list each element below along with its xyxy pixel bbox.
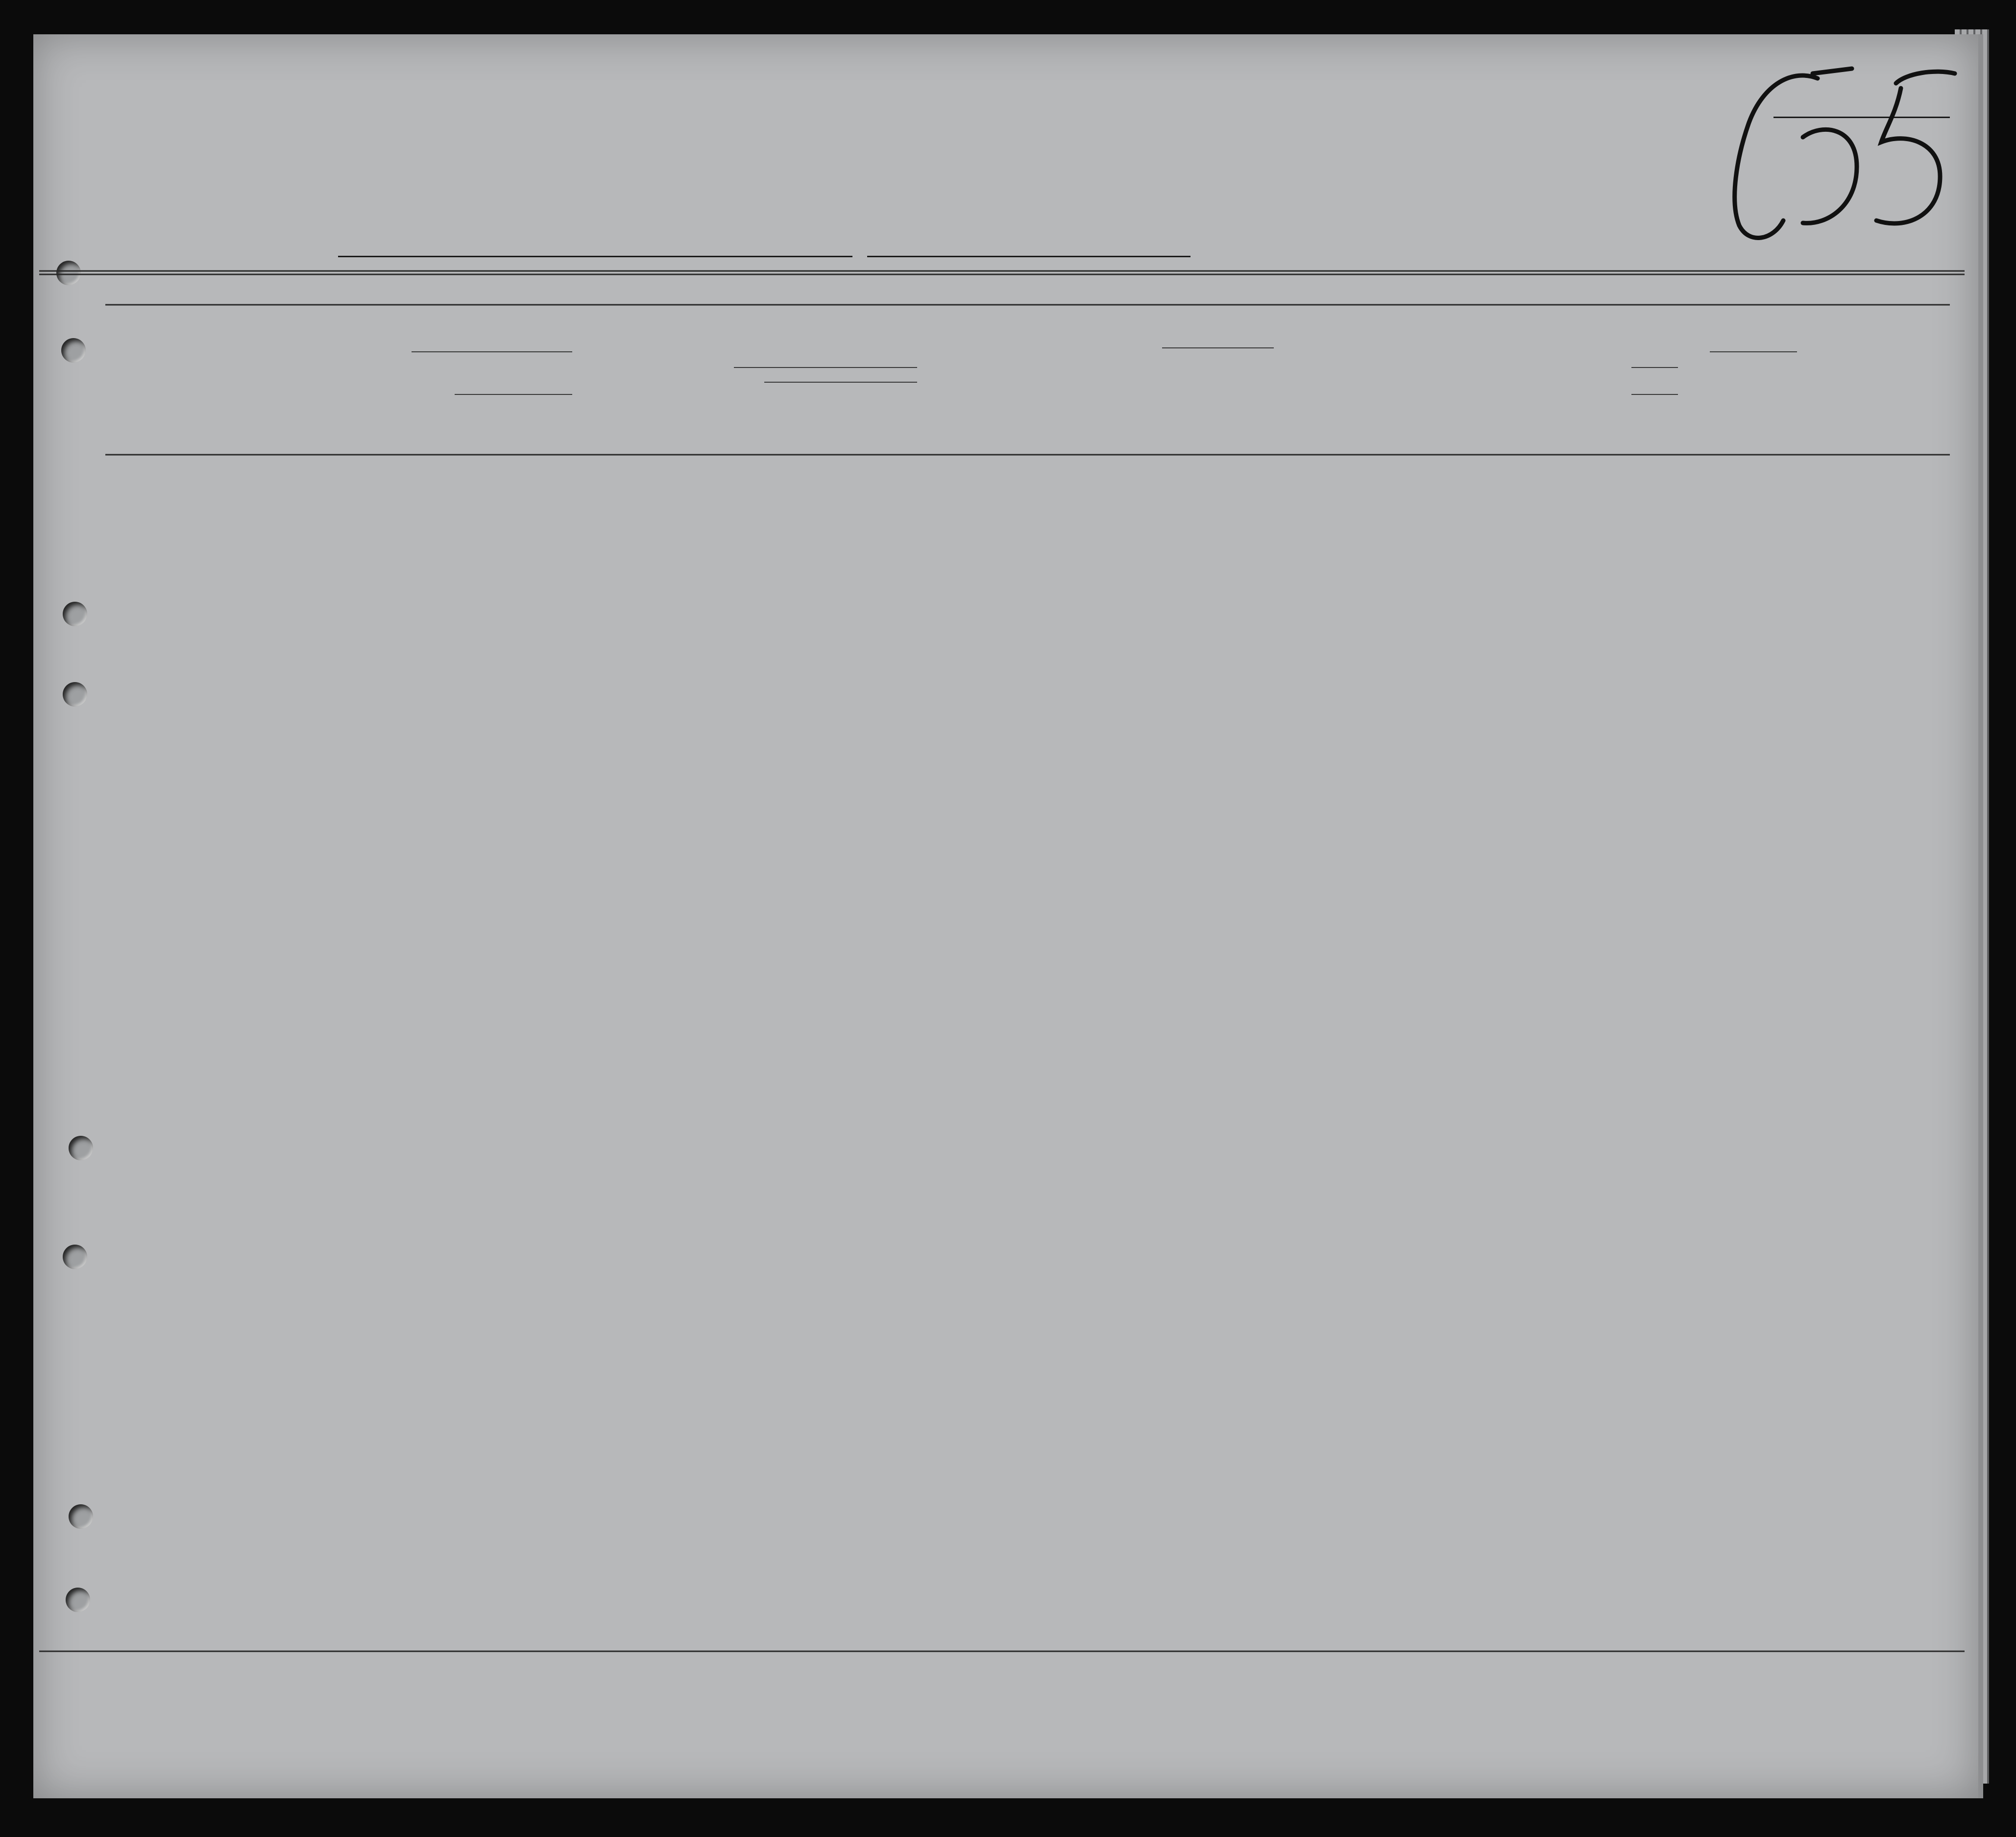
header-anarchist	[1338, 314, 1368, 451]
header-labor-offer	[1428, 314, 1467, 451]
header-inches	[1656, 399, 1678, 448]
header-deported	[1493, 314, 1515, 451]
header-prison	[1275, 314, 1309, 451]
header-polygamist	[1310, 314, 1337, 451]
header-overthrow	[1369, 314, 1427, 451]
header-excluded	[1468, 314, 1492, 451]
header-purpose-citizen	[1235, 350, 1274, 451]
header-purpose-return	[1162, 350, 1196, 451]
header-money	[697, 314, 731, 451]
header-feet	[1631, 399, 1655, 448]
header-purpose-length	[1197, 350, 1234, 451]
header-ticket	[572, 314, 605, 451]
